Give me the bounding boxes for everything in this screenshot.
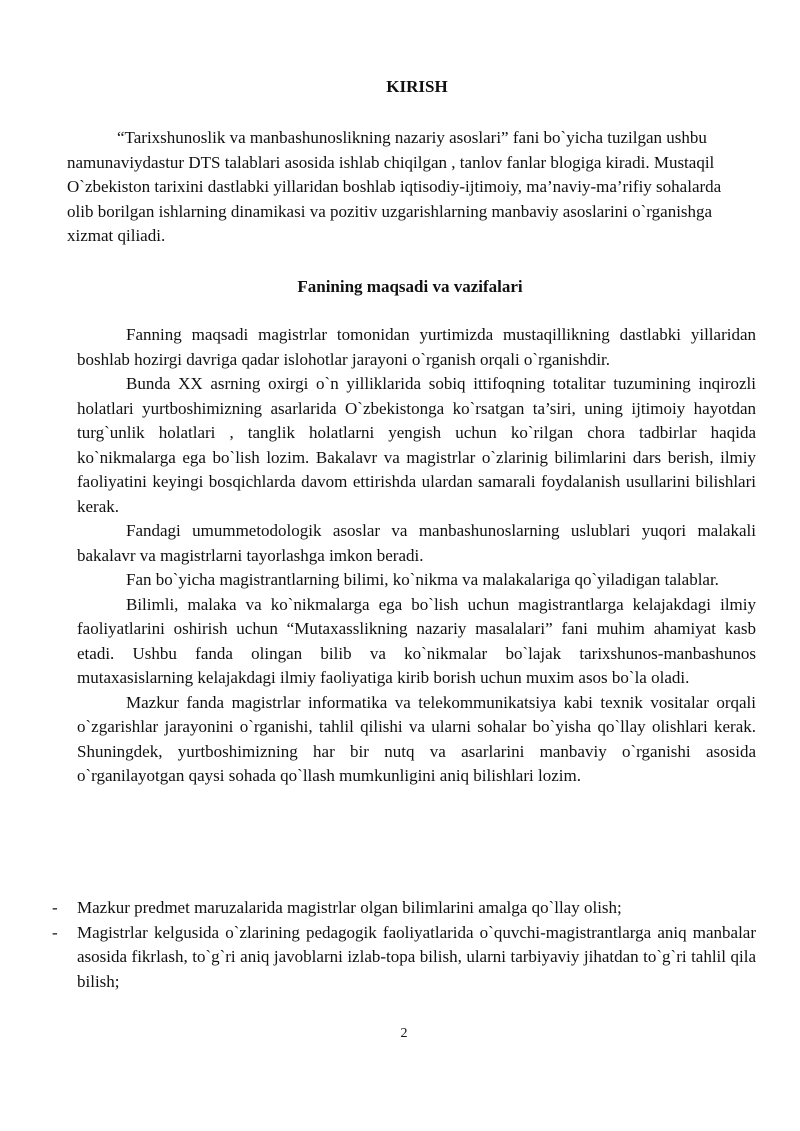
body-text (77, 323, 756, 789)
page-number: 2 (400, 1026, 408, 1041)
paragraph: Mazkur fanda magistrlar informatika va telekommunikatsiya kabi texnik vositalar orqali o`zgarishlar jarayonini o`rganishi, tahlil qilishi va ularni sohalar bo`yisha qo`llay olishlari kerak. Shuningdek, yurtboshimizning har bir nutq va asarlarini manbaviy o`rganishi asosida o`rganilayotgan qaysi sohada qo`llash mumkunligini aniq bilishlari lozim. (77, 692, 756, 785)
page-title: KIRISH (386, 77, 448, 96)
list-item-text: Mazkur predmet maruzalarida magistrlar olgan bilimlarini amalga qo`llay olish; (77, 898, 622, 917)
bullet-marker: - (52, 922, 58, 942)
section-heading: Fanining maqsadi va vazifalari (297, 277, 523, 296)
paragraph: Fandagi umummetodologik asoslar va manbashunoslarning uslublari yuqori malakali bakalavr va magistrlarni tayorlashga imkon beradi. (77, 521, 756, 565)
intro-paragraph: “Tarixshunoslik va manbashunoslikning nazariy asoslari” fani bo`yicha tuzilgan ushbu namunaviydastur DTS talablari asosida ishlab chiqilgan , tanlov fanlar blogiga kiradi. Mustaqil O`zbekiston tarixini dastlabki yillaridan boshlab iqtisodiy-ijtimoiy, ma’naviy-ma’rifiy sohalarda olib borilgan ishlarning dinamikasi va pozitiv uzgarishlarning manbaviy asoslarini o`rganishga xizmat qiliadi. (67, 128, 722, 245)
bullet-list (49, 896, 756, 994)
paragraph: Bunda XX asrning oxirgi o`n yilliklarida sobiq ittifoqning totalitar tuzumining inqirozli holatlari yurtboshimizning asarlarida O`zbekistonga ko`rsatgan ta’siri, uning ijtimoiy hayotdan turg`unlik holatlari , tanglik holatlarni yengish uchun ko`rilgan chora tadbirlar haqida ko`nikmalarga ega bo`lish lozim. Bakalavr va magistrlar o`zlarinig bilimlarini dars berish, ilmiy faoliyatini keyingi bosqichlarda davom ettirishda ulardan samarali foydalanish usullarini bilishlari kerak. (77, 374, 756, 516)
bullet-marker: - (52, 898, 58, 917)
list-item (49, 896, 756, 921)
paragraph: Fanning maqsadi magistrlar tomonidan yurtimizda mustaqillikning dastlabki yillaridan boshlab hozirgi davriga qadar islohotlar jarayoni o`rganish orqali o`rganishdir. (77, 325, 756, 369)
list-item (49, 921, 756, 995)
paragraph: Fan bo`yicha magistrantlarning bilimi, ko`nikma va malakalariga qo`yiladigan talablar. (126, 570, 719, 589)
paragraph: Bilimli, malaka va ko`nikmalarga ega bo`lish uchun magistrantlarga kelajakdagi ilmiy faoliyatlarini oshirish uchun “Mutaxasslikning nazariy masalalari” fani muhim ahamiyat kasb etadi. Ushbu fanda olingan bilib va ko`nikmalar bo`lajak tarixshunos-manbashunos mutaxasislarning kelajakdagi ilmiy faoliyatiga kirib borish uchun muxim asos bo`la oladi. (77, 594, 756, 687)
list-item-text: Magistrlar kelgusida o`zlarining pedagogik faoliyatlarida o`quvchi-magistrantlarga aniq manbalar asosida fikrlash, to`g`ri aniq javoblarni izlab-topa bilish, ularni tarbiyaviy jihatdan to`g`ri tahlil qila bilish; (77, 922, 756, 991)
